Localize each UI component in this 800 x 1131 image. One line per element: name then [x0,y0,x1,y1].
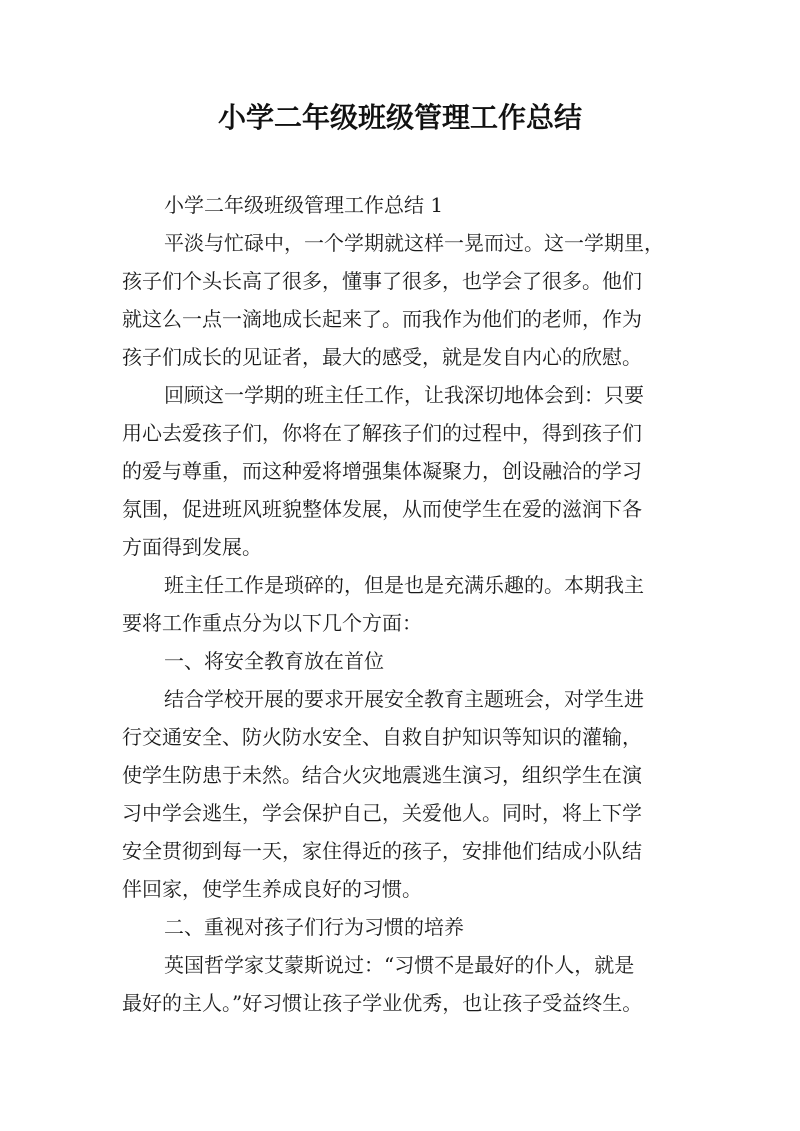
paragraph-line: 氛围，促进班风班貌整体发展，从而使学生在爱的滋润下各 [122,497,642,521]
paragraph-line: 方面得到发展。 [122,535,262,559]
paragraph-line: 行交通安全、防火防水安全、自救自护知识等知识的灌输， [122,725,642,749]
paragraph-line: 平淡与忙碌中，一个学期就这样一晃而过。这一学期里， [164,231,664,255]
paragraph-line: 用心去爱孩子们，你将在了解孩子们的过程中，得到孩子们 [122,421,642,445]
paragraph-line: 孩子们成长的见证者，最大的感受，就是发自内心的欣慰。 [122,345,642,369]
paragraph-line: 结合学校开展的要求开展安全教育主题班会，对学生进 [164,687,644,711]
section-heading: 一、将安全教育放在首位 [164,649,384,673]
paragraph-line: 要将工作重点分为以下几个方面： [122,611,422,635]
paragraph-line: 英国哲学家艾蒙斯说过：“习惯不是最好的仆人，就是 [164,953,635,977]
paragraph-line: 伴回家，使学生养成良好的习惯。 [122,877,422,901]
paragraph-line: 班主任工作是琐碎的，但是也是充满乐趣的。本期我主 [164,573,644,597]
document-body [122,186,690,1022]
paragraph-line: 最好的主人。”好习惯让孩子学业优秀，也让孩子受益终生。 [122,991,643,1015]
paragraph-line: 就这么一点一滴地成长起来了。而我作为他们的老师，作为 [122,307,642,331]
document-title: 小学二年级班级管理工作总结 [217,101,582,134]
paragraph-line: 使学生防患于未然。结合火灾地震逃生演习，组织学生在演 [122,763,642,787]
paragraph-line: 的爱与尊重，而这种爱将增强集体凝聚力，创设融洽的学习 [122,459,642,483]
paragraph-line: 孩子们个头长高了很多，懂事了很多，也学会了很多。他们 [122,269,642,293]
paragraph-line: 回顾这一学期的班主任工作，让我深切地体会到：只要 [164,383,644,407]
section-heading: 小学二年级班级管理工作总结 1 [164,193,444,217]
paragraph-line: 安全贯彻到每一天，家住得近的孩子，安排他们结成小队结 [122,839,642,863]
paragraph-line: 习中学会逃生，学会保护自己，关爱他人。同时，将上下学 [122,801,642,825]
section-heading: 二、重视对孩子们行为习惯的培养 [164,915,464,939]
